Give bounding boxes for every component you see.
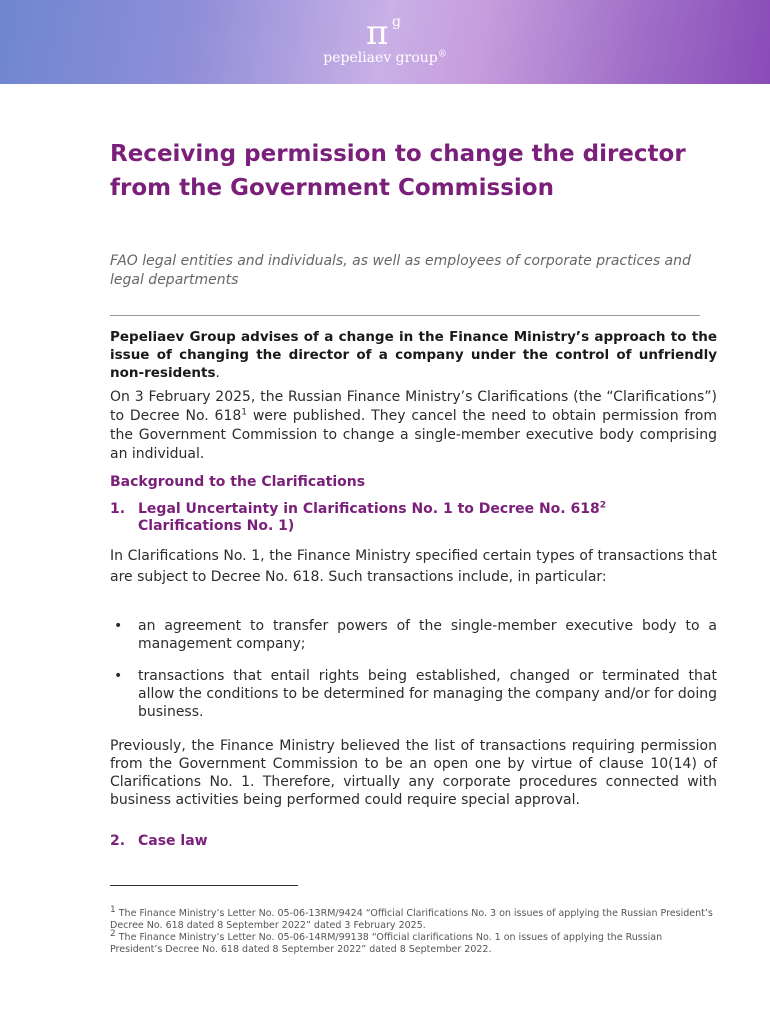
intro-text-a: On 3 February 2025, the Russian Finance Ministry’s Clarifications (the “Clarifications”) to Decree No. 618	[110, 389, 717, 424]
section-1-heading	[110, 501, 710, 535]
logo-registered-mark: ®	[437, 49, 447, 60]
audience-note: FAO legal entities and individuals, as well as employees of corporate practices and legal departments	[110, 253, 691, 288]
title-line-1: Receiving permission to change the director	[110, 141, 686, 167]
footnote-2	[110, 928, 717, 956]
svg-text:g: g	[392, 14, 401, 30]
bullet-icon: •	[114, 668, 123, 684]
footnote-1-number: 1	[110, 904, 116, 915]
footnote-1	[110, 904, 717, 932]
divider	[110, 315, 700, 316]
section-1-title-a: Legal Uncertainty in Clarifications No. 1 to Decree No. 618	[138, 501, 600, 517]
section-1-number: 1.	[110, 501, 126, 517]
previous-approach-paragraph: Previously, the Finance Ministry believed the list of transactions requiring permission from the Government Commission to be an open one by virtue of clause 10(14) of Clarifications No. 1. Therefore, virtually any corporate procedures connected with business activities being performed could require special approval.	[110, 738, 717, 808]
background-heading: Background to the Clarifications	[110, 474, 366, 490]
header-banner	[0, 0, 770, 84]
section-2-title: Case law	[138, 833, 208, 849]
pepeliaev-logo-icon	[362, 10, 422, 50]
svg-text:π: π	[366, 13, 389, 50]
lead-text: Pepeliaev Group advises of a change in the Finance Ministry’s approach to the issue of changing the director of a company under the control of unfriendly non-residents	[110, 329, 717, 381]
list-item	[110, 617, 717, 653]
section-1-title-b: Clarifications No. 1)	[138, 518, 295, 534]
lead-paragraph	[110, 328, 717, 382]
section-1-paragraph: In Clarifications No. 1, the Finance Ministry specified certain types of transactions that are subject to Decree No. 618. Such transactions include, in particular:	[110, 548, 717, 585]
lead-period: .	[215, 365, 220, 381]
intro-text-b: were published. They cancel the need to obtain permission from the Government Commission to change a single-member executive body comprising an individual.	[110, 408, 717, 462]
section-2-heading	[110, 833, 208, 849]
footnote-2-text: The Finance Ministry’s Letter No. 05-06-14RM/99138 “Official clarifications No. 1 on issues of applying the Russian President’s Decree No. 618 dated 8 September 2022” dated 8 September 2022.	[110, 932, 663, 955]
logo-name: pepeliaev group	[323, 50, 438, 66]
footnote-2-number: 2	[110, 928, 116, 939]
title-line-2: from the Government Commission	[110, 175, 554, 201]
intro-paragraph	[110, 388, 717, 464]
footnotes	[110, 904, 717, 956]
transaction-list	[110, 617, 717, 735]
bullet-icon: •	[114, 618, 123, 634]
page-title	[110, 137, 750, 205]
section-2-number: 2.	[110, 833, 126, 849]
footnote-divider	[110, 885, 298, 886]
list-item	[110, 667, 717, 721]
footnote-1-text: The Finance Ministry’s Letter No. 05-06-13RM/9424 “Official Clarifications No. 3 on issues of applying the Russian President’s Decree No. 618 dated 8 September 2022” dated 3 February 2025.	[110, 908, 713, 931]
footnote-ref-1[interactable]: 1	[241, 407, 248, 418]
list-item-text: transactions that entail rights being established, changed or terminated that allow the conditions to be determined for managing the company and/or for doing business.	[138, 668, 717, 720]
logo-wordmark	[310, 50, 460, 66]
list-item-text: an agreement to transfer powers of the single-member executive body to a management company;	[138, 618, 717, 652]
footnote-ref-2[interactable]: 2	[599, 500, 606, 511]
